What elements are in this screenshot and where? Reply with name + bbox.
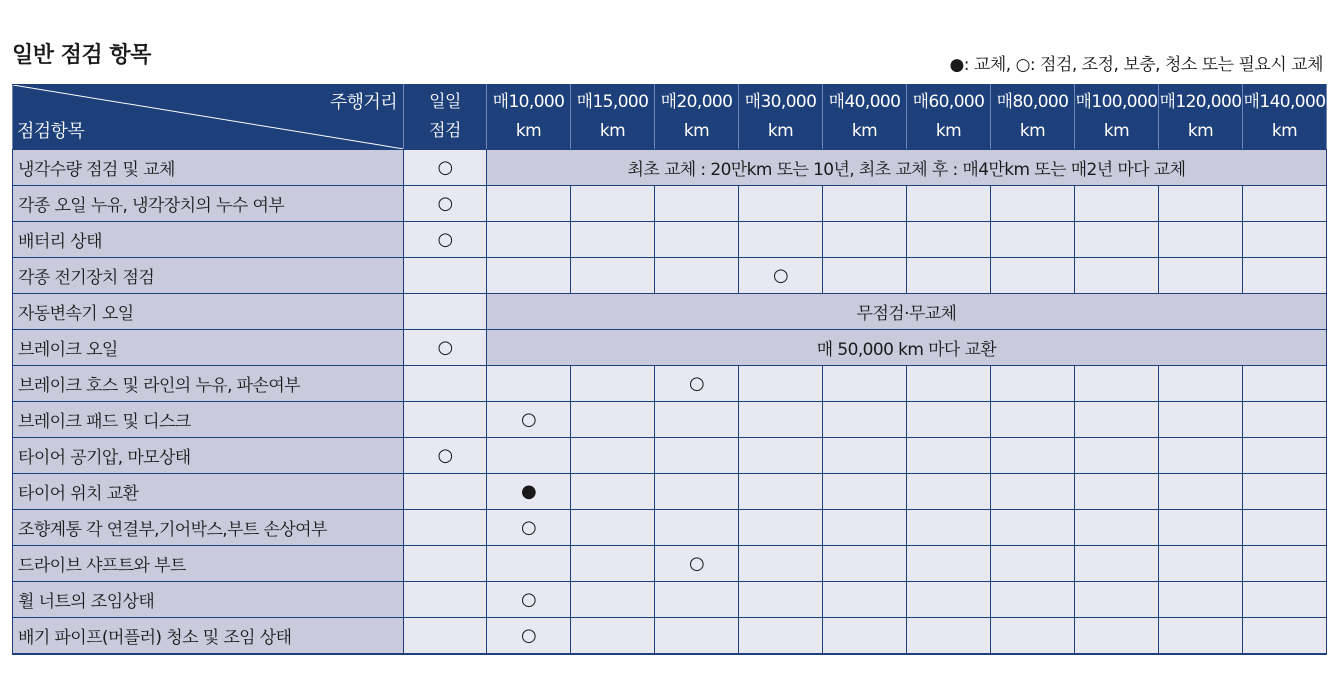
interval-header-unit: km <box>935 121 962 141</box>
merged-note-cell: 무점검·무교체 <box>487 294 1327 330</box>
interval-cell <box>571 510 655 546</box>
table-row <box>13 258 1327 294</box>
interval-cell <box>991 618 1075 655</box>
interval-cell <box>907 258 991 294</box>
interval-cell <box>1243 510 1327 546</box>
interval-cell <box>1243 402 1327 438</box>
interval-cell <box>571 546 655 582</box>
item-name-cell: 배터리 상태 <box>13 222 404 258</box>
interval-cell <box>907 366 991 402</box>
interval-cell <box>1159 546 1243 582</box>
item-name-cell: 타이어 공기압, 마모상태 <box>13 438 404 474</box>
daily-check-cell <box>404 222 487 258</box>
inspection-schedule-table <box>12 84 1327 655</box>
interval-header-top: 매15,000 <box>576 92 649 112</box>
interval-cell <box>739 582 823 618</box>
interval-cell <box>487 258 571 294</box>
daily-check-cell <box>404 330 487 366</box>
interval-cell <box>655 582 739 618</box>
interval-cell <box>487 546 571 582</box>
interval-cell <box>739 438 823 474</box>
daily-check-header-line1: 일일 <box>429 92 461 112</box>
interval-header <box>823 85 907 150</box>
interval-cell <box>907 582 991 618</box>
interval-cell <box>1159 366 1243 402</box>
item-name-cell: 배기 파이프(머플러) 청소 및 조임 상태 <box>13 618 404 655</box>
circle-icon: ○ <box>520 624 537 646</box>
table-row <box>13 582 1327 618</box>
item-name-cell: 브레이크 패드 및 디스크 <box>13 402 404 438</box>
interval-cell <box>655 618 739 655</box>
daily-check-cell <box>404 474 487 510</box>
daily-check-cell <box>404 294 487 330</box>
interval-cell <box>823 438 907 474</box>
interval-header-top: 매140,000 <box>1243 92 1326 112</box>
interval-cell <box>655 258 739 294</box>
interval-cell <box>739 258 823 294</box>
interval-cell <box>907 618 991 655</box>
interval-cell <box>1159 258 1243 294</box>
interval-cell <box>655 186 739 222</box>
interval-cell <box>571 222 655 258</box>
interval-cell <box>571 618 655 655</box>
interval-cell <box>991 222 1075 258</box>
circle-icon: ○ <box>437 228 453 250</box>
interval-header-top: 매30,000 <box>744 92 817 112</box>
interval-cell <box>487 366 571 402</box>
interval-cell <box>655 546 739 582</box>
interval-cell <box>655 510 739 546</box>
table-row <box>13 510 1327 546</box>
daily-check-cell <box>404 186 487 222</box>
interval-cell <box>991 258 1075 294</box>
interval-header-unit: km <box>683 121 710 141</box>
interval-cell <box>655 474 739 510</box>
interval-cell <box>487 222 571 258</box>
circle-icon: ○ <box>520 516 537 538</box>
table-row <box>13 186 1327 222</box>
interval-header-unit: km <box>1103 121 1130 141</box>
daily-check-cell <box>404 258 487 294</box>
interval-cell <box>1075 186 1159 222</box>
interval-cell <box>1159 474 1243 510</box>
interval-cell <box>907 546 991 582</box>
interval-cell <box>823 510 907 546</box>
interval-cell <box>907 222 991 258</box>
interval-cell <box>571 186 655 222</box>
circle-icon: ○ <box>437 336 453 358</box>
interval-cell <box>655 438 739 474</box>
interval-header-unit: km <box>1019 121 1046 141</box>
interval-cell <box>907 474 991 510</box>
interval-header-unit: km <box>599 121 626 141</box>
interval-cell <box>1075 582 1159 618</box>
interval-header-top: 매80,000 <box>996 92 1069 112</box>
interval-cell <box>907 510 991 546</box>
interval-cell <box>655 222 739 258</box>
interval-cell <box>571 582 655 618</box>
interval-cell <box>739 546 823 582</box>
circle-icon: ○ <box>437 156 453 178</box>
item-header-label: 점검항목 <box>17 121 85 142</box>
interval-cell <box>1075 546 1159 582</box>
interval-cell <box>1243 546 1327 582</box>
daily-check-header <box>404 85 487 150</box>
table-row <box>13 294 1327 330</box>
interval-cell <box>1075 402 1159 438</box>
interval-header <box>739 85 823 150</box>
interval-cell <box>1243 366 1327 402</box>
interval-header <box>1159 85 1243 150</box>
interval-cell <box>739 510 823 546</box>
item-name-cell: 각종 전기장치 점검 <box>13 258 404 294</box>
circle-icon: ○ <box>688 372 705 394</box>
interval-cell <box>1159 186 1243 222</box>
interval-cell <box>1159 582 1243 618</box>
interval-cell <box>1243 582 1327 618</box>
interval-header <box>1243 85 1327 150</box>
interval-cell <box>991 186 1075 222</box>
merged-note-cell: 매 50,000 km 마다 교환 <box>487 330 1327 366</box>
circle-icon: ○ <box>437 444 453 466</box>
interval-cell <box>823 402 907 438</box>
interval-cell <box>571 402 655 438</box>
interval-header-unit: km <box>767 121 794 141</box>
filled-circle-icon: ● <box>520 480 537 502</box>
interval-header-unit: km <box>1271 121 1298 141</box>
merged-note-cell: 최초 교체 : 20만km 또는 10년, 최초 교체 후 : 매4만km 또는 매2년 마다 교체 <box>487 150 1327 186</box>
item-name-cell: 조향계통 각 연결부,기어박스,부트 손상여부 <box>13 510 404 546</box>
interval-cell <box>1243 438 1327 474</box>
table-row <box>13 222 1327 258</box>
symbol-legend: ●: 교체, ○: 점검, 조정, 보충, 청소 또는 필요시 교체 <box>949 55 1323 75</box>
circle-icon: ○ <box>520 408 537 430</box>
interval-cell <box>1243 258 1327 294</box>
interval-header-unit: km <box>851 121 878 141</box>
interval-cell <box>907 186 991 222</box>
interval-cell <box>991 510 1075 546</box>
interval-cell <box>1075 474 1159 510</box>
interval-cell <box>655 402 739 438</box>
table-body <box>13 150 1327 655</box>
interval-cell <box>1243 222 1327 258</box>
interval-header-unit: km <box>515 121 542 141</box>
interval-header-top: 매100,000 <box>1075 92 1158 112</box>
table-row <box>13 438 1327 474</box>
interval-cell <box>991 474 1075 510</box>
interval-cell <box>739 474 823 510</box>
interval-cell <box>1075 258 1159 294</box>
daily-check-cell <box>404 546 487 582</box>
item-name-cell: 드라이브 샤프트와 부트 <box>13 546 404 582</box>
interval-cell <box>739 222 823 258</box>
interval-cell <box>487 402 571 438</box>
interval-cell <box>487 474 571 510</box>
interval-cell <box>571 474 655 510</box>
interval-cell <box>739 186 823 222</box>
interval-cell <box>1159 222 1243 258</box>
interval-cell <box>991 582 1075 618</box>
item-name-cell: 휠 너트의 조임상태 <box>13 582 404 618</box>
interval-cell <box>739 402 823 438</box>
interval-header <box>991 85 1075 150</box>
header-row <box>13 85 1327 150</box>
corner-header-cell <box>13 85 404 150</box>
table-row <box>13 150 1327 186</box>
daily-check-cell <box>404 618 487 655</box>
interval-cell <box>1075 438 1159 474</box>
interval-cell <box>1159 438 1243 474</box>
page-title: 일반 점검 항목 <box>12 43 151 68</box>
interval-cell <box>823 582 907 618</box>
interval-cell <box>1075 510 1159 546</box>
interval-header-top: 매120,000 <box>1159 92 1242 112</box>
interval-cell <box>1159 510 1243 546</box>
item-name-cell: 자동변속기 오일 <box>13 294 404 330</box>
interval-header-unit: km <box>1187 121 1214 141</box>
interval-cell <box>823 222 907 258</box>
interval-cell <box>571 258 655 294</box>
circle-icon: ○ <box>772 264 789 286</box>
circle-icon: ○ <box>520 588 537 610</box>
interval-header <box>655 85 739 150</box>
mileage-header-label: 주행거리 <box>329 92 397 113</box>
interval-cell <box>907 438 991 474</box>
daily-check-cell <box>404 510 487 546</box>
interval-cell <box>1159 402 1243 438</box>
interval-cell <box>739 618 823 655</box>
interval-cell <box>1075 366 1159 402</box>
interval-cell <box>1075 222 1159 258</box>
interval-cell <box>991 546 1075 582</box>
interval-header <box>571 85 655 150</box>
interval-cell <box>1243 618 1327 655</box>
circle-icon: ○ <box>688 552 705 574</box>
interval-cell <box>487 618 571 655</box>
table-row <box>13 618 1327 655</box>
interval-cell <box>1243 474 1327 510</box>
table-row <box>13 366 1327 402</box>
interval-cell <box>823 546 907 582</box>
table-row <box>13 402 1327 438</box>
table-row <box>13 546 1327 582</box>
daily-check-cell <box>404 402 487 438</box>
interval-header <box>907 85 991 150</box>
interval-cell <box>823 366 907 402</box>
daily-check-cell <box>404 150 487 186</box>
interval-cell <box>487 438 571 474</box>
table-row <box>13 330 1327 366</box>
interval-cell <box>1243 186 1327 222</box>
interval-header <box>1075 85 1159 150</box>
interval-cell <box>991 438 1075 474</box>
interval-header <box>487 85 571 150</box>
interval-header-top: 매60,000 <box>912 92 985 112</box>
interval-cell <box>823 186 907 222</box>
daily-check-cell <box>404 438 487 474</box>
interval-header-top: 매40,000 <box>828 92 901 112</box>
interval-cell <box>823 258 907 294</box>
interval-cell <box>1075 618 1159 655</box>
daily-check-header-line2: 점검 <box>429 121 461 141</box>
item-name-cell: 브레이크 오일 <box>13 330 404 366</box>
interval-header-top: 매10,000 <box>492 92 565 112</box>
table-row <box>13 474 1327 510</box>
daily-check-cell <box>404 582 487 618</box>
interval-cell <box>991 366 1075 402</box>
interval-header-top: 매20,000 <box>660 92 733 112</box>
circle-icon: ○ <box>437 192 453 214</box>
interval-cell <box>655 366 739 402</box>
interval-cell <box>487 186 571 222</box>
interval-cell <box>991 402 1075 438</box>
interval-cell <box>907 402 991 438</box>
interval-cell <box>739 366 823 402</box>
item-name-cell: 타이어 위치 교환 <box>13 474 404 510</box>
interval-cell <box>487 510 571 546</box>
interval-cell <box>823 474 907 510</box>
daily-check-cell <box>404 366 487 402</box>
item-name-cell: 각종 오일 누유, 냉각장치의 누수 여부 <box>13 186 404 222</box>
interval-cell <box>823 618 907 655</box>
item-name-cell: 브레이크 호스 및 라인의 누유, 파손여부 <box>13 366 404 402</box>
interval-cell <box>571 438 655 474</box>
item-name-cell: 냉각수량 점검 및 교체 <box>13 150 404 186</box>
interval-cell <box>487 582 571 618</box>
interval-cell <box>571 366 655 402</box>
interval-cell <box>1159 618 1243 655</box>
